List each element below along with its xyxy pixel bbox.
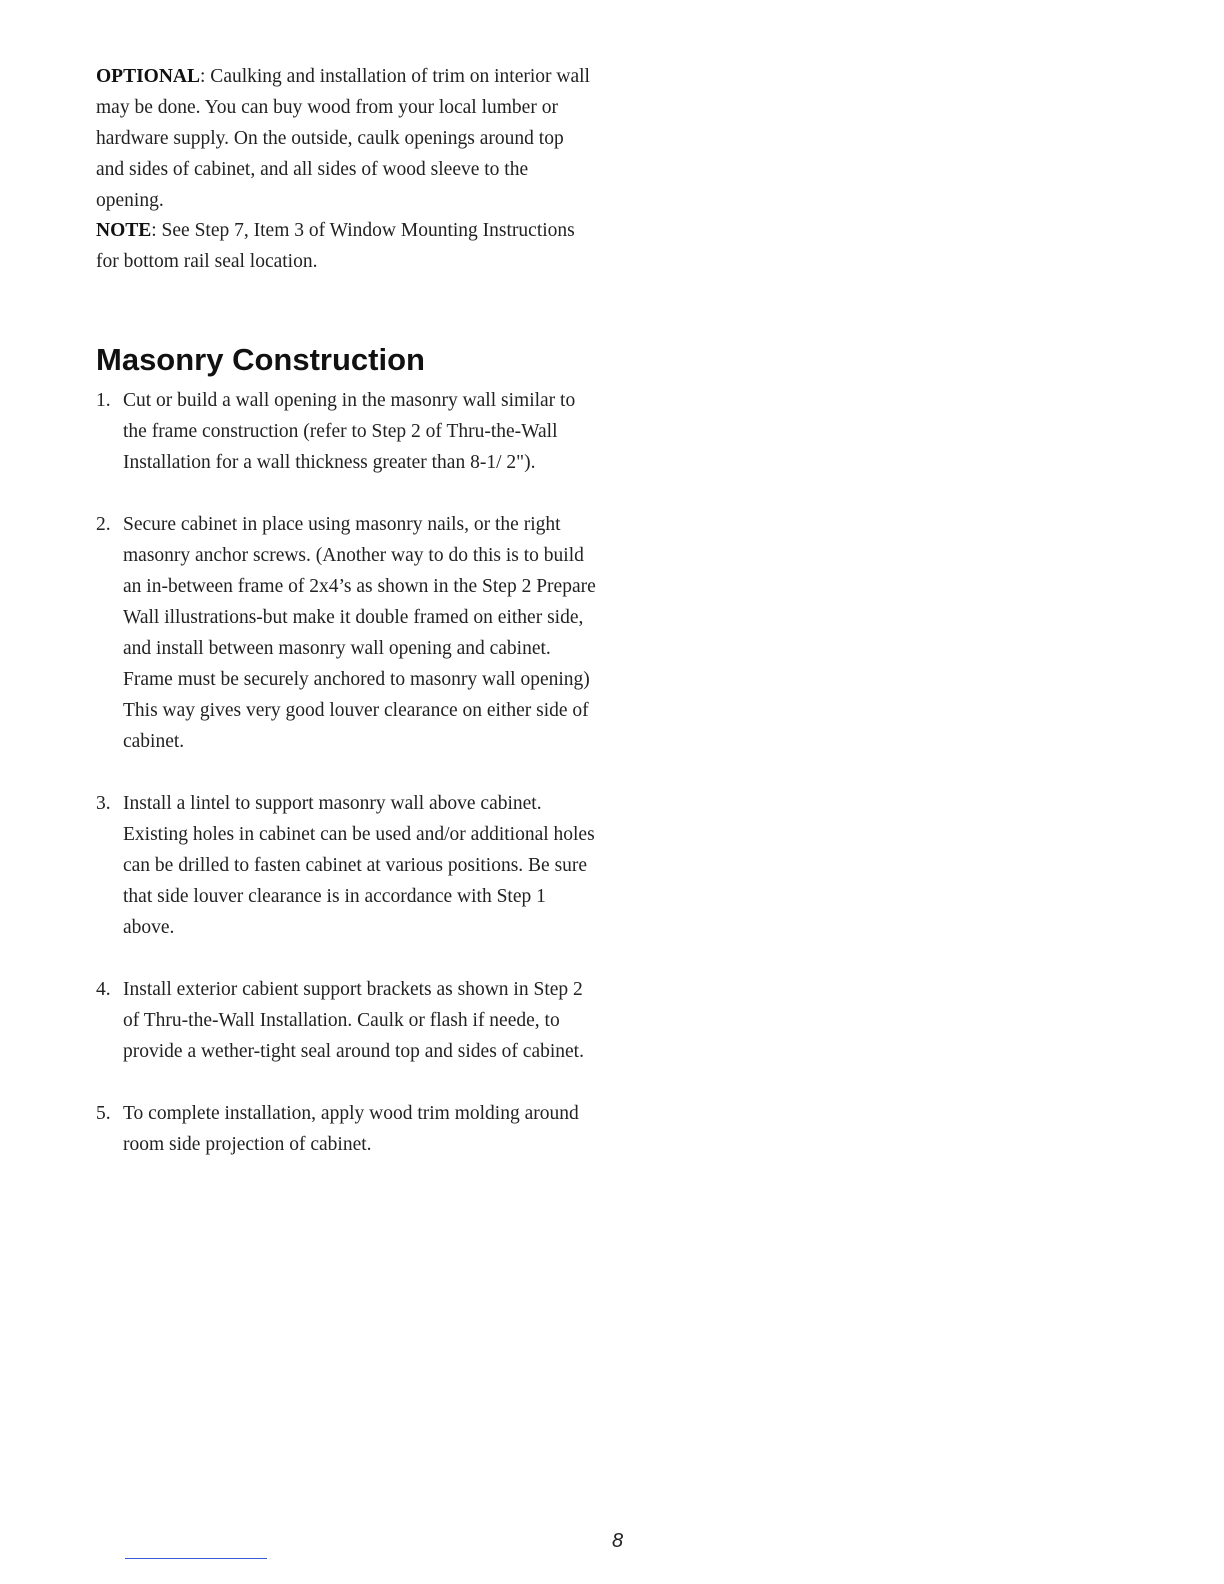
optional-label: OPTIONAL: [96, 66, 201, 87]
step-number: 3.: [96, 793, 111, 814]
step-item: [96, 974, 596, 1067]
section-heading: Masonry Construction: [96, 342, 425, 377]
steps-list: [96, 385, 596, 1191]
optional-paragraph: [96, 61, 596, 216]
step-number: 4.: [96, 979, 111, 1000]
step-text: Secure cabinet in place using masonry nails, or the right masonry anchor screws. (Another way to do this is to build an in-between frame of 2x4’s as shown in the Step 2 Prepare Wall illustrations-but make it double framed on either side, and install between masonry wall opening and cabinet. Frame must be securely anchored to masonry wall opening) This way gives very good louver clearance on either side of cabinet.: [123, 514, 596, 752]
step-text: Install a lintel to support masonry wall above cabinet. Existing holes in cabinet can be used and/or additional holes can be drilled to fasten cabinet at various positions. Be sure that side louver clearance is in accordance with Step 1 above.: [123, 793, 595, 938]
optional-text: : Caulking and installation of trim on interior wall may be done. You can buy wood from your local lumber or hardware supply. On the outside, caulk openings around top and sides of cabinet, and all sides of wood sleeve to the opening.: [96, 66, 590, 211]
step-text: To complete installation, apply wood trim molding around room side projection of cabinet.: [123, 1103, 579, 1155]
footer-divider: [125, 1558, 267, 1559]
step-number: 5.: [96, 1103, 111, 1124]
step-item: [96, 385, 596, 478]
step-text: Install exterior cabient support brackets as shown in Step 2 of Thru-the-Wall Installation. Caulk or flash if neede, to provide a wether-tight seal around top and sides of cabinet.: [123, 979, 584, 1062]
step-item: [96, 1098, 596, 1160]
note-label: NOTE: [96, 220, 152, 241]
note-paragraph: [96, 215, 596, 277]
step-item: [96, 509, 596, 757]
step-item: [96, 788, 596, 943]
note-text: : See Step 7, Item 3 of Window Mounting Instructions for bottom rail seal location.: [96, 220, 575, 272]
page-number: 8: [612, 1530, 624, 1552]
step-number: 1.: [96, 390, 111, 411]
step-text: Cut or build a wall opening in the masonry wall similar to the frame construction (refer to Step 2 of Thru-the-Wall Installation for a wall thickness greater than 8-1/ 2").: [123, 390, 576, 473]
step-number: 2.: [96, 514, 111, 535]
